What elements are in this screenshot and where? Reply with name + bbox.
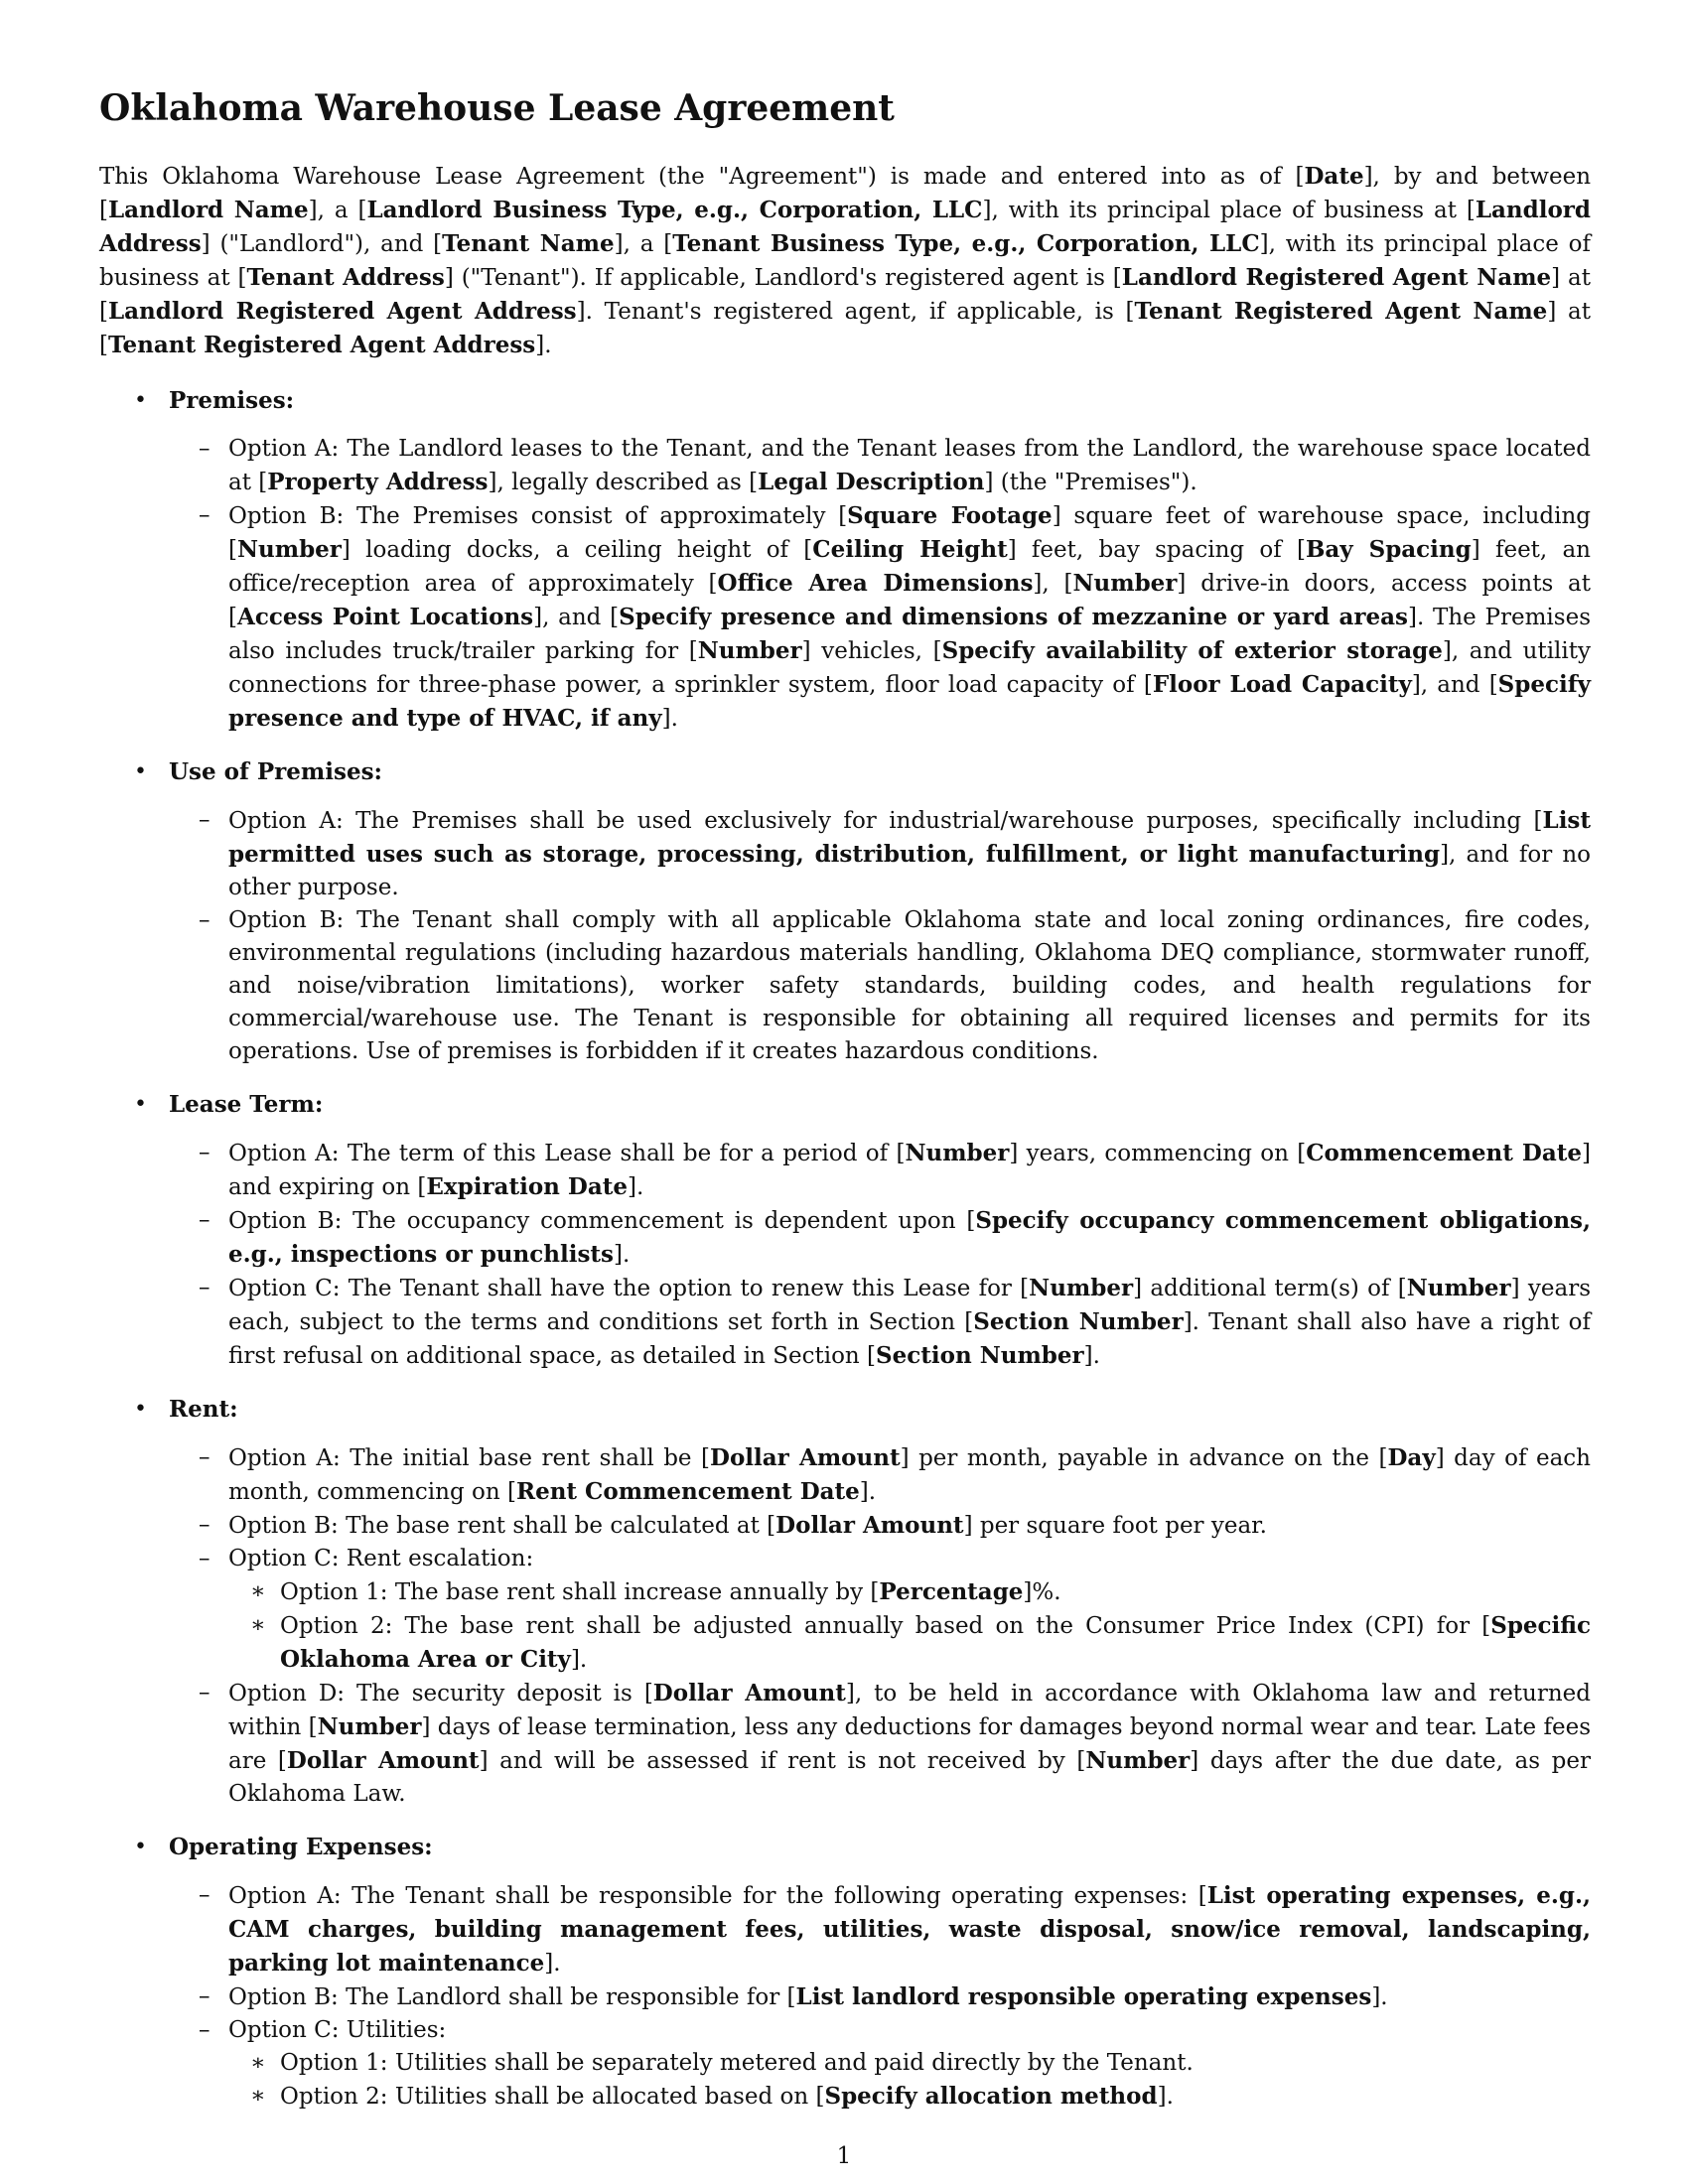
text-run: Option 1: Utilities shall be separately metered and paid directly by the Tenant.	[280, 2050, 1194, 2077]
text-run: ] per month, payable in advance on the [	[900, 1445, 1388, 1472]
asterisk-icon: ∗	[250, 1578, 266, 1605]
section-title: Lease Term:	[169, 1091, 324, 1119]
placeholder-field: Number	[317, 1713, 422, 1741]
section-list	[99, 384, 1591, 2114]
placeholder-field: Office Area Dimensions	[717, 570, 1034, 598]
dash-icon: –	[199, 1207, 211, 1234]
text-run: ].	[661, 706, 678, 733]
text-run: ], and for no other purpose.	[228, 842, 1591, 901]
intro-paragraph	[99, 160, 1591, 362]
sub-option-list	[228, 1575, 1591, 1677]
text-run: ] days of lease termination, less any deductions for damages beyond normal wear and tear. Late fees are [	[228, 1714, 1592, 1775]
text-run: ] per square foot per year.	[963, 1513, 1267, 1540]
placeholder-field: Bay Spacing	[1305, 536, 1472, 564]
placeholder-field: Ceiling Height	[812, 536, 1008, 564]
text-run: Option A: The Landlord leases to the Tenant, and the Tenant leases from the Landlord, the warehouse space located at [	[228, 436, 1591, 496]
asterisk-icon: ∗	[250, 1612, 266, 1639]
placeholder-field: Property Address	[267, 469, 489, 496]
text-run: Option 2: Utilities shall be allocated based on [	[280, 2084, 825, 2111]
option-item	[169, 433, 1591, 499]
section-item	[99, 1393, 1591, 1811]
option-item	[169, 1441, 1591, 1509]
placeholder-field: Specify availability of exterior storage	[941, 637, 1443, 665]
option-item	[169, 2014, 1591, 2114]
option-list	[169, 1879, 1591, 2114]
asterisk-icon: ∗	[250, 2050, 266, 2077]
placeholder-field: Number	[1085, 1747, 1191, 1775]
dash-icon: –	[199, 436, 211, 463]
option-item	[169, 1204, 1591, 1272]
option-item	[169, 1509, 1591, 1543]
text-run: ] feet, bay spacing of [	[1007, 537, 1306, 564]
sub-option-item	[228, 1575, 1591, 1609]
text-run: ] at [	[99, 299, 1591, 359]
placeholder-field: Specify occupancy commencement obligations, e.g., inspections or punchlists	[228, 1207, 1591, 1269]
text-run: Option C: The Tenant shall have the option to renew this Lease for [	[228, 1276, 1030, 1302]
placeholder-field: Square Footage	[847, 502, 1053, 530]
text-run: ] drive-in doors, access points at [	[228, 571, 1592, 631]
text-run: ] days after the due date, as per Oklahoma Law.	[228, 1748, 1591, 1808]
text-run: ] square feet of warehouse space, including [	[228, 503, 1592, 564]
placeholder-field: Number	[1029, 1275, 1134, 1302]
asterisk-icon: ∗	[250, 2083, 266, 2110]
dash-icon: –	[199, 1140, 211, 1166]
placeholder-field: Section Number	[973, 1308, 1184, 1336]
option-item	[169, 1272, 1591, 1373]
dash-icon: –	[199, 502, 211, 529]
text-run: ], [	[1033, 571, 1073, 598]
text-run: ].	[859, 1479, 877, 1506]
text-run: Option A: The Tenant shall be responsible for the following operating expenses: [	[228, 1883, 1207, 1910]
text-run: Option A: The Premises shall be used exclusively for industrial/warehouse purposes, specifically including [	[228, 808, 1543, 835]
placeholder-field: Dollar Amount	[710, 1444, 901, 1472]
text-run: ]. Tenant shall also have a right of first refusal on additional space, as detailed in Section [	[228, 1309, 1591, 1370]
placeholder-field: Specify presence and type of HVAC, if any	[228, 671, 1591, 733]
placeholder-field: List landlord responsible operating expenses	[795, 1983, 1372, 2011]
text-run: Option B: The occupancy commencement is dependent upon [	[228, 1208, 976, 1235]
text-run: ], a [	[308, 198, 367, 224]
section-item	[99, 384, 1591, 736]
dash-icon: –	[199, 1275, 211, 1301]
bullet-icon: •	[134, 388, 147, 414]
page-number: 1	[836, 2143, 852, 2169]
text-run: ]%.	[1023, 1579, 1061, 1606]
text-run: Option D: The security deposit is [	[228, 1681, 653, 1707]
text-run: Option B: The Landlord shall be responsible for [	[228, 1984, 796, 2011]
text-run: ] years, commencing on [	[1009, 1141, 1307, 1167]
text-run: Option A: The initial base rent shall be [	[228, 1445, 711, 1472]
placeholder-field: Dollar Amount	[652, 1680, 846, 1707]
text-run: ], and utility connections for three-phase power, a sprinkler system, floor load capacity of [	[228, 638, 1591, 699]
placeholder-field: List operating expenses, e.g., CAM charges, building management fees, utilities, waste disposal, snow/ice removal, landscaping, parking lot maintenance	[228, 1882, 1591, 1978]
text-run: ] and expiring on [	[228, 1141, 1591, 1201]
placeholder-field: Tenant Registered Agent Name	[1134, 298, 1548, 326]
text-run: ] vehicles, [	[801, 638, 942, 665]
dash-icon: –	[199, 1983, 211, 2010]
section-item	[99, 1088, 1591, 1373]
text-run: ], a [	[614, 231, 673, 258]
placeholder-field: Landlord Address	[99, 197, 1592, 258]
text-run: ], and [	[1411, 672, 1498, 699]
placeholder-field: Specify presence and dimensions of mezzanine or yard areas	[619, 604, 1409, 631]
text-run: Option C: Rent escalation:	[228, 1546, 534, 1572]
placeholder-field: Landlord Business Type, e.g., Corporation, LLC	[366, 197, 983, 224]
text-run: ]. The Premises also includes truck/trailer parking for [	[228, 605, 1591, 665]
dash-icon: –	[199, 907, 211, 934]
text-run: ].	[1371, 1984, 1388, 2011]
text-run: ] at [	[99, 265, 1592, 326]
placeholder-field: Commencement Date	[1306, 1140, 1583, 1167]
dash-icon: –	[199, 2017, 211, 2044]
option-list	[169, 1441, 1591, 1811]
bullet-icon: •	[134, 1092, 147, 1118]
placeholder-field: Floor Load Capacity	[1152, 671, 1412, 699]
text-run: ].	[628, 1174, 644, 1201]
placeholder-field: Access Point Locations	[236, 604, 534, 631]
option-item	[169, 804, 1591, 904]
text-run: ].	[544, 1951, 561, 1978]
placeholder-field: List permitted uses such as storage, processing, distribution, fulfillment, or light manufacturing	[228, 807, 1591, 869]
placeholder-field: Date	[1304, 163, 1364, 191]
placeholder-field: Day	[1387, 1444, 1436, 1472]
option-item	[169, 904, 1591, 1068]
text-run: ].	[570, 1647, 588, 1674]
text-run: This Oklahoma Warehouse Lease Agreement (the "Agreement") is made and entered into as of [	[99, 164, 1305, 191]
placeholder-field: Specify allocation method	[824, 2083, 1158, 2111]
placeholder-field: Tenant Registered Agent Address	[107, 332, 536, 359]
text-run: ] day of each month, commencing on [	[228, 1445, 1591, 1506]
placeholder-field: Expiration Date	[426, 1173, 628, 1201]
text-run: ].	[1083, 1343, 1100, 1370]
document-title: Oklahoma Warehouse Lease Agreement	[99, 87, 895, 129]
placeholder-field: Number	[236, 536, 342, 564]
text-run: ], and [	[533, 605, 620, 631]
text-run: ]. Tenant's registered agent, if applicable, is [	[576, 299, 1135, 326]
placeholder-field: Number	[697, 637, 802, 665]
placeholder-field: Tenant Address	[246, 264, 445, 292]
text-run: ] (the "Premises").	[984, 470, 1197, 496]
section-title: Premises:	[169, 387, 295, 415]
placeholder-field: Landlord Registered Agent Address	[107, 298, 577, 326]
placeholder-field: Tenant Name	[442, 230, 615, 258]
text-run: Option C: Utilities:	[228, 2017, 447, 2044]
placeholder-field: Rent Commencement Date	[515, 1478, 860, 1506]
bullet-icon: •	[134, 1835, 147, 1860]
text-run: Option B: The Tenant shall comply with all applicable Oklahoma state and local zoning ordinances, fire codes, environmental regulations (including hazardous materials handling, Oklahoma DEQ compliance, stormwater runoff, and noise/vibration limitations), worker safety standards, building codes, and health regulations for commercial/warehouse use. The Tenant is responsible for obtaining all required licenses and permits for its operations. Use of premises is forbidden if it creates hazardous conditions.	[228, 907, 1591, 1065]
sub-option-item	[228, 2047, 1591, 2080]
text-run: ] ("Landlord"), and [	[201, 231, 443, 258]
option-list	[169, 1137, 1591, 1373]
dash-icon: –	[199, 1546, 211, 1572]
placeholder-field: Percentage	[879, 1578, 1024, 1606]
text-run: Option B: The base rent shall be calculated at [	[228, 1513, 776, 1540]
sub-option-list	[228, 2047, 1591, 2114]
dash-icon: –	[199, 807, 211, 834]
option-list	[169, 433, 1591, 736]
sub-option-item	[228, 2080, 1591, 2114]
text-run: Option B: The Premises consist of approximately [	[228, 503, 848, 530]
bullet-icon: •	[134, 1397, 147, 1423]
option-item	[169, 1980, 1591, 2014]
bullet-icon: •	[134, 759, 147, 785]
option-item	[169, 1137, 1591, 1204]
section-item	[99, 1831, 1591, 2114]
placeholder-field: Landlord Name	[107, 197, 309, 224]
placeholder-field: Specific Oklahoma Area or City	[280, 1612, 1591, 1674]
text-run: Option A: The term of this Lease shall be for a period of [	[228, 1141, 906, 1167]
dash-icon: –	[199, 1444, 211, 1471]
text-run: ].	[1157, 2084, 1174, 2111]
text-run: ] and will be assessed if rent is not received by [	[479, 1748, 1086, 1775]
text-run: ], to be held in accordance with Oklahoma law and returned within [	[228, 1681, 1591, 1741]
option-list	[169, 804, 1591, 1068]
placeholder-field: Number	[1072, 570, 1178, 598]
placeholder-field: Tenant Business Type, e.g., Corporation, LLC	[672, 230, 1260, 258]
text-run: ], with its principal place of business at [	[99, 231, 1592, 292]
dash-icon: –	[199, 1512, 211, 1539]
text-run: ] years each, subject to the terms and conditions set forth in Section [	[228, 1276, 1591, 1336]
option-item	[169, 499, 1591, 736]
text-run: ], with its principal place of business at [	[982, 198, 1476, 224]
text-run: Option 1: The base rent shall increase annually by [	[280, 1579, 880, 1606]
text-run: ] feet, an office/reception area of approximately [	[228, 537, 1591, 598]
text-run: ] ("Tenant"). If applicable, Landlord's registered agent is [	[444, 265, 1122, 292]
placeholder-field: Dollar Amount	[286, 1747, 480, 1775]
dash-icon: –	[199, 1882, 211, 1909]
option-item	[169, 1879, 1591, 1980]
text-run: ] additional term(s) of [	[1133, 1276, 1407, 1302]
text-run: Option 2: The base rent shall be adjusted annually based on the Consumer Price Index (CPI) for [	[280, 1613, 1491, 1640]
section-title: Use of Premises:	[169, 758, 383, 786]
section-title: Operating Expenses:	[169, 1834, 433, 1861]
document-page	[99, 87, 1591, 2133]
placeholder-field: Section Number	[876, 1342, 1084, 1370]
sub-option-item	[228, 1609, 1591, 1677]
section-item	[99, 755, 1591, 1068]
option-item	[169, 1677, 1591, 1811]
placeholder-field: Dollar Amount	[775, 1512, 964, 1540]
placeholder-field: Legal Description	[758, 469, 985, 496]
option-item	[169, 1543, 1591, 1677]
dash-icon: –	[199, 1680, 211, 1706]
placeholder-field: Number	[905, 1140, 1010, 1167]
text-run: ], by and between [	[99, 164, 1592, 224]
text-run: ] loading docks, a ceiling height of [	[341, 537, 813, 564]
section-title: Rent:	[169, 1396, 238, 1424]
placeholder-field: Number	[1406, 1275, 1511, 1302]
placeholder-field: Landlord Registered Agent Name	[1121, 264, 1552, 292]
text-run: ], legally described as [	[488, 470, 759, 496]
text-run: ].	[535, 333, 552, 359]
text-run: ].	[613, 1242, 631, 1269]
